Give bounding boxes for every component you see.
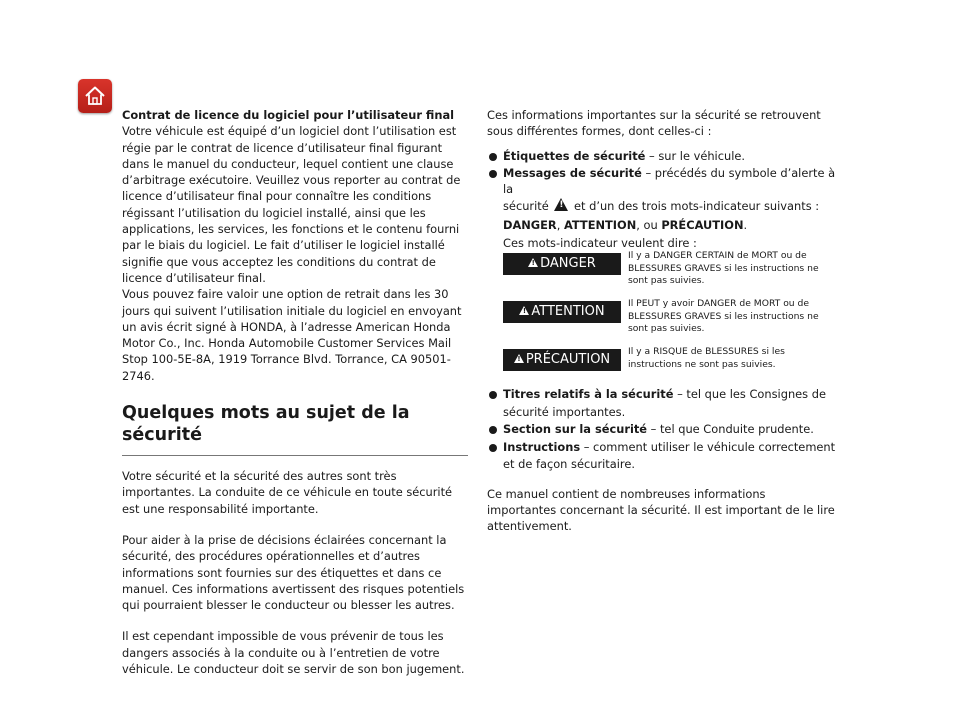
- home-icon: [83, 84, 107, 108]
- signal-words-line: [487, 216, 837, 235]
- bullet-messages-title: Messages de sécurité: [503, 165, 642, 180]
- messages-line-2a: sécurité: [503, 199, 553, 214]
- messages-line-2: [487, 197, 837, 216]
- bullet-labels-text: – sur le véhicule.: [645, 148, 745, 163]
- safety-paragraph-3: Il est cependant impossible de vous prévenir de tous les dangers associés à la conduite ou à l’entretien de votre véhicule. Le conducteur doit se servir de son bon jugement.: [122, 629, 465, 677]
- signal-words-intro: Ces mots-indicateur veulent dire :: [503, 236, 697, 251]
- bullet-instructions-title: Instructions: [503, 439, 581, 454]
- word-precaution: PRÉCAUTION: [661, 218, 744, 233]
- bullet-titles-title: Titres relatifs à la sécurité: [503, 387, 674, 401]
- bullet-labels: [487, 148, 837, 164]
- right-column-lower: [487, 386, 837, 534]
- alert-triangle-icon: [514, 354, 524, 363]
- closing-text: Ce manuel contient de nombreuses informations importantes concernant la sécurité. Il est important de le lire attentivement.: [487, 486, 835, 534]
- signal-attention-text: ATTENTION: [531, 304, 605, 319]
- bullet-messages: [487, 165, 837, 198]
- signal-attention: [503, 298, 843, 345]
- license-title: Contrat de licence du logiciel pour l’utilisateur final: [122, 108, 455, 122]
- bullet-dot: [489, 426, 497, 434]
- signal-danger-text: DANGER: [540, 256, 596, 271]
- safety-paragraph-2: Pour aider à la prise de décisions éclairées concernant la sécurité, des procédures opérationnelles et d’autres informations sont fournies sur des étiquettes et dans ce manuel. Ces informations avertissent des risques potentiels qui pourraient blesser le conducteur ou blesser les autres.: [122, 532, 465, 613]
- section-divider: [122, 455, 468, 456]
- alert-triangle-icon: [519, 306, 529, 315]
- bullet-messages-text: – précédés du symbole d’alerte à la: [503, 165, 836, 197]
- bullet-section-title: Section sur la sécurité: [503, 422, 648, 436]
- messages-line-2b: et d’un des trois mots-indicateur suivants :: [570, 199, 820, 214]
- signal-danger-desc: Il y a DANGER CERTAIN de MORT ou de BLESSURES GRAVES si les instructions ne sont pas suivies.: [628, 250, 819, 286]
- bullet-dot: [489, 444, 497, 452]
- signal-attention-label: [503, 301, 621, 323]
- bullet-instructions: [487, 439, 837, 474]
- left-column: [122, 107, 470, 677]
- license-paragraph-2: Vous pouvez faire valoir une option de retrait dans les 30 jours qui suivent l’utilisation initiale du logiciel en envoyant un avis écrit signé à HONDA, à l’adresse American Honda Motor Co., Inc. Honda Automobile Customer Services Mail Stop 100-5E-8A, 1919 Torrance Blvd. Torrance, CA 90501-2746.: [122, 287, 462, 383]
- word-end: .: [743, 218, 748, 233]
- bullet-titles-text: – tel que les Consignes de sécurité importantes.: [503, 387, 826, 419]
- intro-text: Ces informations importantes sur la sécurité se retrouvent sous différentes formes, dont celles-ci :: [487, 108, 821, 139]
- word-sep-2: , ou: [636, 218, 662, 233]
- bullet-titles: [487, 386, 837, 421]
- signal-precaution-desc: Il y a RISQUE de BLESSURES si les instructions ne sont pas suivies.: [628, 346, 785, 370]
- bullet-section-text: – tel que Conduite prudente.: [647, 422, 814, 436]
- word-danger: DANGER: [503, 218, 557, 233]
- signal-danger: [503, 250, 843, 297]
- word-sep-1: ,: [556, 218, 564, 233]
- home-button[interactable]: [78, 79, 112, 113]
- alert-triangle-icon: [554, 198, 568, 211]
- bullet-dot: [489, 391, 497, 399]
- signal-precaution-text: PRÉCAUTION: [525, 352, 611, 367]
- signal-precaution-label: [503, 349, 621, 371]
- bullet-labels-title: Étiquettes de sécurité: [503, 148, 646, 163]
- right-column: [487, 107, 837, 252]
- license-paragraph-1: Votre véhicule est équipé d’un logiciel dont l’utilisation est régie par le contrat de licence d’utilisateur final figurant dans le manuel du conducteur, lequel contient une clause d’arbitrage exécutoire. Veuillez vous reporter au contrat de licence d’utilisateur final pour connaître les conditions régissant l’utilisation du logiciel installé, ainsi que les applications, les services, les fonctions et le contenu fourni par le biais du logiciel. Le fait d’utiliser le logiciel installé signifie que vous acceptez les conditions du contrat de licence d’utilisateur final.: [122, 124, 461, 285]
- bullet-dot: [489, 153, 497, 161]
- bullet-section: [487, 421, 837, 439]
- word-attention: ATTENTION: [563, 218, 637, 233]
- signal-danger-label: [503, 253, 621, 275]
- signal-attention-desc: Il PEUT y avoir DANGER de MORT ou de BLESSURES GRAVES si les instructions ne sont pas suivies.: [628, 298, 819, 334]
- alert-triangle-icon: [528, 258, 538, 267]
- bullet-dot: [489, 170, 497, 178]
- safety-section-title: Quelques mots au sujet de la sécurité: [122, 403, 410, 446]
- safety-paragraph-1: Votre sécurité et la sécurité des autres sont très importantes. La conduite de ce véhicule en toute sécurité est une responsabilité importante.: [122, 469, 453, 516]
- bullet-instructions-text: – comment utiliser le véhicule correctement et de façon sécuritaire.: [503, 439, 836, 471]
